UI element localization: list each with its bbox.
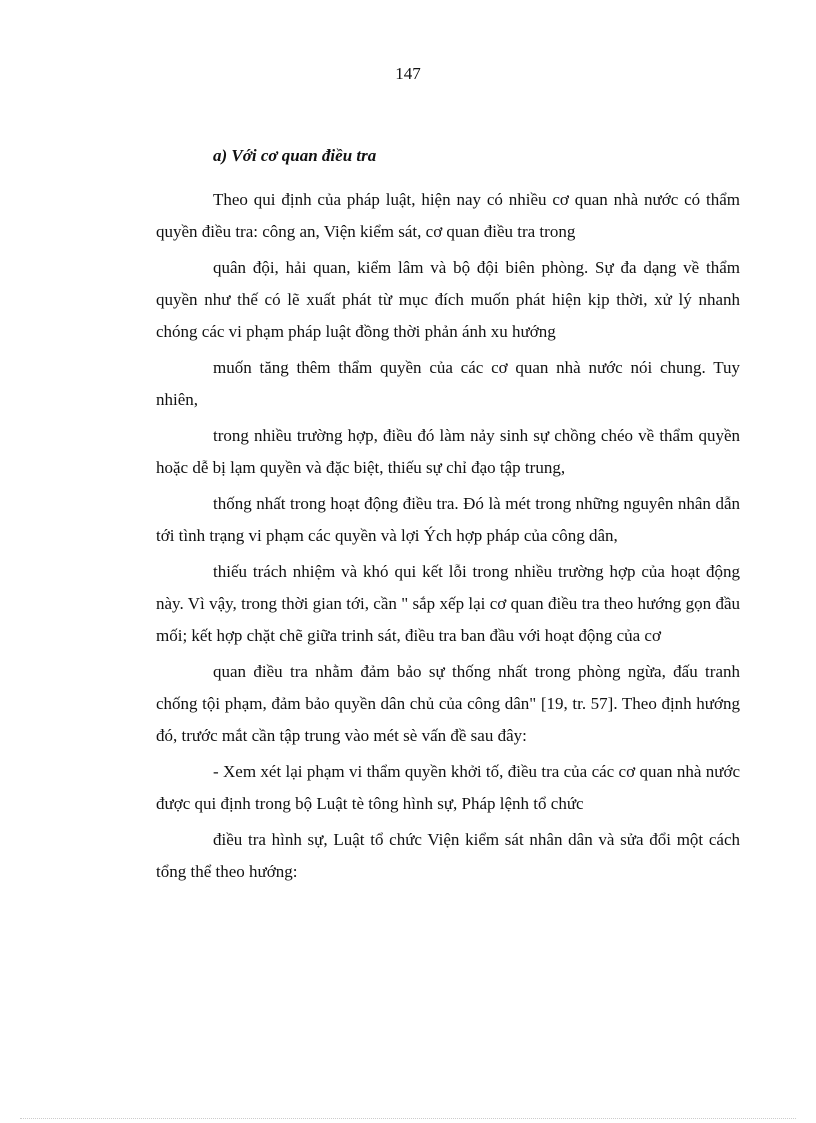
paragraph: quân đội, hải quan, kiểm lâm và bộ đội biên phòng. Sự đa dạng về thẩm quyền như thế có lẽ xuất phát từ mục đích muốn phát hiện kịp thời, xử lý nhanh chóng các vi phạm pháp luật đồng thời phản ánh xu hướng [156, 258, 740, 341]
paragraph: muốn tăng thêm thẩm quyền của các cơ quan nhà nước nói chung. Tuy nhiên, [156, 358, 740, 409]
section-heading: a) Với cơ quan điều tra [213, 146, 377, 165]
paragraph: Theo qui định của pháp luật, hiện nay có nhiều cơ quan nhà nước có thẩm quyền điều tra: công an, Viện kiểm sát, cơ quan điều tra trong [156, 190, 740, 241]
paragraph: quan điều tra nhằm đảm bảo sự thống nhất trong phòng ngừa, đấu tranh chống tội phạm, đảm bảo quyền dân chủ của công dân" [19, tr. 57]. Theo định hướng đó, trước mắt cần tập trung vào mét sè vấn đề sau đây: [156, 662, 740, 745]
paragraph: thiếu trách nhiệm và khó qui kết lỗi trong nhiều trường hợp của hoạt động này. Vì vậy, trong thời gian tới, cần " sắp xếp lại cơ quan điều tra theo hướng gọn đầu mối; kết hợp chặt chẽ giữa trinh sát, điều tra ban đầu với hoạt động của cơ [156, 562, 740, 645]
paragraph: thống nhất trong hoạt động điều tra. Đó là mét trong những nguyên nhân dẫn tới tình trạng vi phạm các quyền và lợi Ých hợp pháp của công dân, [156, 494, 740, 545]
paragraph: điều tra hình sự, Luật tổ chức Viện kiểm sát nhân dân và sửa đổi một cách tổng thể theo hướng: [156, 830, 740, 881]
document-body [156, 144, 740, 888]
page-bottom-rule [20, 1118, 796, 1119]
page-number: 147 [395, 64, 421, 83]
paragraph: - Xem xét lại phạm vi thẩm quyền khởi tố, điều tra của các cơ quan nhà nước được qui định trong bộ Luật tè tông hình sự, Pháp lệnh tổ chức [156, 762, 740, 813]
paragraph: trong nhiều trường hợp, điều đó làm nảy sinh sự chồng chéo về thẩm quyền hoặc dễ bị lạm quyền và đặc biệt, thiếu sự chỉ đạo tập trung, [156, 426, 740, 477]
